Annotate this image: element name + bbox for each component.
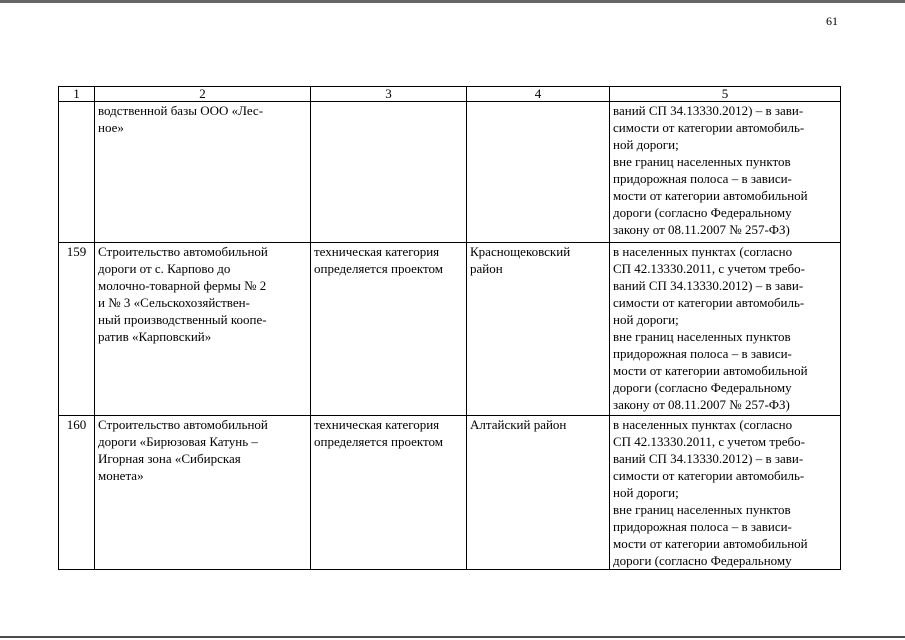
header-col-2: 2 bbox=[95, 87, 311, 102]
category-cell bbox=[311, 102, 467, 243]
row-number bbox=[59, 102, 95, 243]
table-row bbox=[59, 102, 841, 243]
header-col-3: 3 bbox=[311, 87, 467, 102]
object-name-cell: водственной базы ООО «Лес- ное» bbox=[95, 102, 311, 243]
row-number: 159 bbox=[59, 243, 95, 416]
object-name-cell: Строительство автомобильной дороги «Бирюзовая Катунь – Игорная зона «Сибирская монета» bbox=[95, 416, 311, 570]
district-cell: Алтайский район bbox=[467, 416, 610, 570]
object-name-cell: Строительство автомобильной дороги от с. Карпово до молочно-товарной фермы № 2 и № 3 «Сельскохозяйствен- ный производственный коопе- ратив «Карповский» bbox=[95, 243, 311, 416]
table-row bbox=[59, 243, 841, 416]
zone-cell: в населенных пунктах (согласно СП 42.13330.2011, с учетом требо- ваний СП 34.13330.2012) – в зави- симости от категории автомобиль- ной дороги; вне границ населенных пунктов придорожная полоса – в зависи- мости от категории автомобильной дороги (согласно Федеральному закону от 08.11.2007 № 257-ФЗ) bbox=[610, 243, 841, 416]
zone-cell: в населенных пунктах (согласно СП 42.13330.2011, с учетом требо- ваний СП 34.13330.2012) – в зави- симости от категории автомобиль- ной дороги; вне границ населенных пунктов придорожная полоса – в зависи- мости от категории автомобильной дороги (согласно Федеральному bbox=[610, 416, 841, 570]
document-table bbox=[58, 86, 841, 570]
district-cell bbox=[467, 102, 610, 243]
category-cell: техническая категория определяется проектом bbox=[311, 416, 467, 570]
row-number: 160 bbox=[59, 416, 95, 570]
scan-border-top bbox=[0, 0, 905, 3]
header-col-5: 5 bbox=[610, 87, 841, 102]
header-col-1: 1 bbox=[59, 87, 95, 102]
page-number: 61 bbox=[826, 14, 838, 28]
scan-border-bottom bbox=[0, 636, 905, 638]
district-cell: Краснощековский район bbox=[467, 243, 610, 416]
header-col-4: 4 bbox=[467, 87, 610, 102]
zone-cell: ваний СП 34.13330.2012) – в зави- симости от категории автомобиль- ной дороги; вне границ населенных пунктов придорожная полоса – в зависи- мости от категории автомобильной дороги (согласно Федеральному закону от 08.11.2007 № 257-ФЗ) bbox=[610, 102, 841, 243]
table-header-row bbox=[59, 87, 841, 102]
table-row bbox=[59, 416, 841, 570]
category-cell: техническая категория определяется проектом bbox=[311, 243, 467, 416]
